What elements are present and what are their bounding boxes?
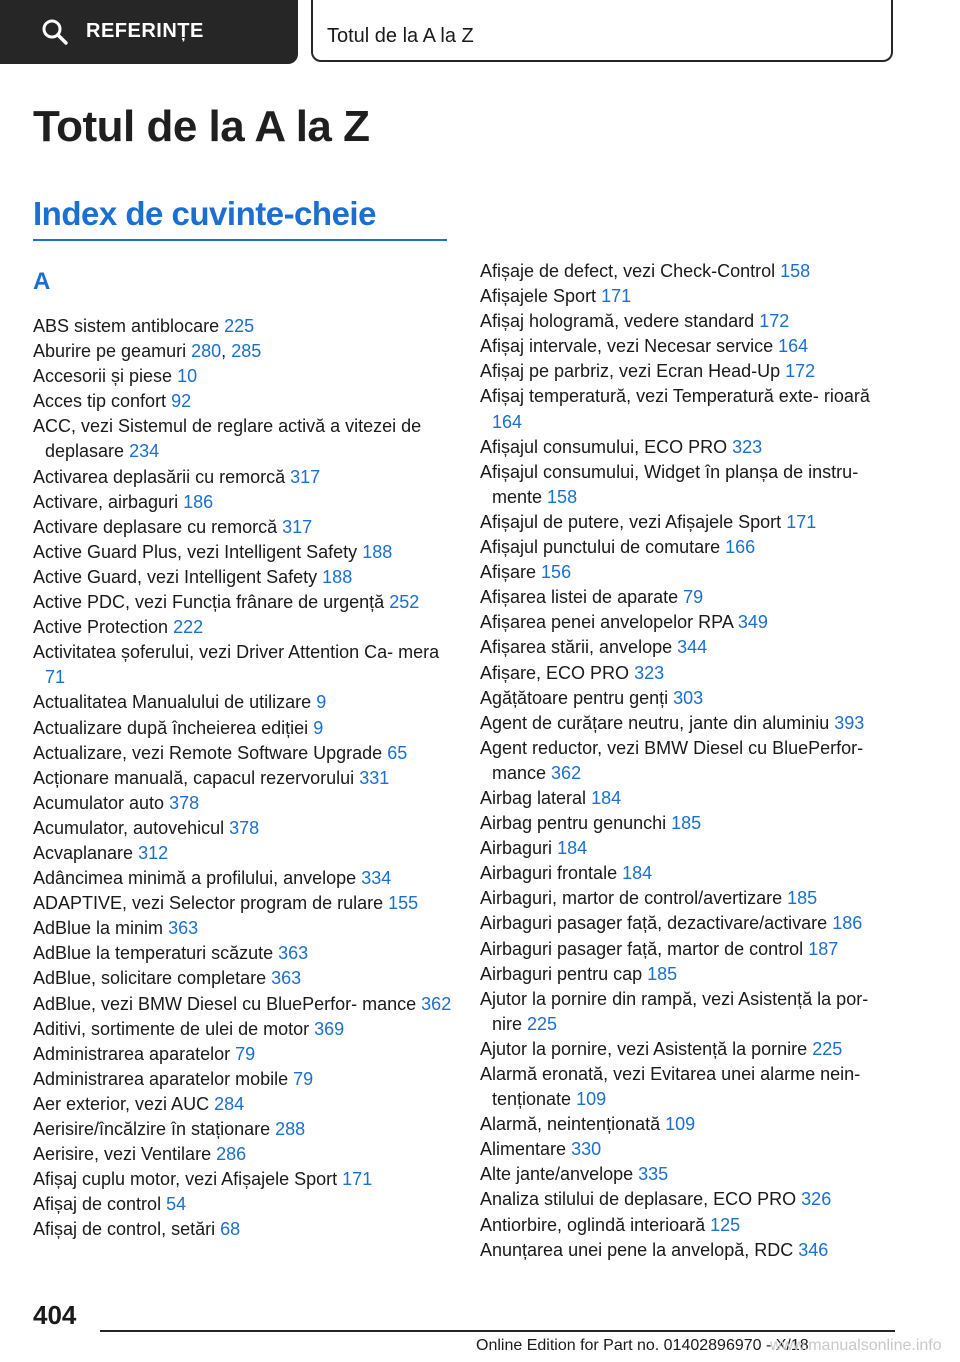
page-link[interactable]: 164 [778, 336, 809, 357]
index-entry-text: Acces tip confort [33, 391, 167, 412]
index-entry [33, 690, 453, 715]
index-entry [33, 314, 453, 339]
page-link[interactable]: 184 [591, 787, 622, 808]
top-navigation [0, 0, 960, 66]
index-entry-text: Adâncimea minimă a profilului, anvelope [33, 868, 357, 889]
page-link[interactable]: 312 [138, 842, 169, 863]
index-entry-text: Afișaj de control [33, 1194, 162, 1215]
index-entry [33, 414, 453, 464]
index-entry-text: Airbaguri frontale [480, 863, 618, 884]
page-link[interactable]: 303 [673, 687, 704, 708]
page-link[interactable]: 171 [342, 1169, 373, 1190]
index-entry [480, 334, 900, 359]
index-entry-text: Afișaj de control, setări [33, 1219, 216, 1240]
index-entry [33, 1042, 453, 1067]
index-entry-text: Afișaj temperatură, vezi Temperatură exte‐ rioară [480, 386, 870, 407]
page-link[interactable]: 378 [169, 792, 200, 813]
index-entry-text: AdBlue, vezi BMW Diesel cu BluePerfor‐ mance [33, 993, 417, 1014]
page-link[interactable]: 185 [647, 963, 678, 984]
index-entry [480, 309, 900, 334]
index-entry [480, 987, 900, 1037]
page-link[interactable]: 286 [216, 1144, 247, 1165]
section-tab-referinte[interactable] [0, 0, 298, 64]
index-entry-text: Antiorbire, oglindă interioară [480, 1214, 706, 1235]
index-entry [33, 791, 453, 816]
index-entry [480, 384, 900, 434]
index-entry [33, 816, 453, 841]
page-link[interactable]: 317 [282, 516, 313, 537]
index-entry-text: Accesorii și piese [33, 366, 173, 387]
index-entry-text: Alimentare [480, 1139, 567, 1160]
index-list-left [33, 314, 453, 1242]
index-entry [480, 1037, 900, 1062]
chapter-tab[interactable] [311, 0, 893, 62]
index-entry-text: Airbaguri pasager față, martor de control [480, 938, 804, 959]
index-entry-text: AdBlue la temperaturi scăzute [33, 943, 274, 964]
page-link[interactable]: 156 [541, 562, 572, 583]
page-link[interactable]: 349 [737, 612, 768, 633]
page-link[interactable]: 166 [725, 537, 756, 558]
index-entry-text: Anunțarea unei pene la anvelopă, RDC [480, 1239, 794, 1260]
page-separator: , [221, 341, 227, 362]
page-link[interactable]: 317 [290, 466, 321, 487]
index-entry [480, 460, 900, 510]
index-entry [33, 1167, 453, 1192]
index-entry-text: Afișare [480, 562, 537, 583]
index-entry-text: Alarmă eronată, vezi Evitarea unei alarme nein‐ tenționate [480, 1064, 861, 1110]
page-link[interactable]: 158 [547, 486, 578, 507]
index-entry [33, 891, 453, 916]
page-link[interactable]: 234 [129, 441, 160, 462]
index-entry [33, 966, 453, 991]
index-entry [480, 1187, 900, 1212]
index-entry-text: Actualizare, vezi Remote Software Upgrade [33, 742, 383, 763]
section-divider [33, 239, 447, 241]
page-title: Totul de la A la Z [33, 102, 370, 151]
page-link[interactable]: 184 [622, 863, 653, 884]
page-link[interactable]: 393 [834, 712, 865, 733]
index-entry-text: Airbaguri [480, 838, 553, 859]
index-entry-text: ACC, vezi Sistemul de reglare activă a vitezei de deplasare [33, 416, 422, 462]
page-link[interactable]: 68 [220, 1219, 241, 1240]
index-entry-text: Agățătoare pentru genți [480, 687, 669, 708]
index-entry-text: Ajutor la pornire din rampă, vezi Asistență la por‐ nire [480, 988, 869, 1034]
index-entry [33, 916, 453, 941]
index-entry [480, 937, 900, 962]
page-link[interactable]: 378 [229, 817, 260, 838]
index-entry [33, 590, 453, 615]
page-link[interactable]: 362 [551, 762, 582, 783]
index-column-right [480, 259, 900, 1263]
index-entry-text: Alarmă, neintenționată [480, 1114, 661, 1135]
index-entry-text: Afișaj pe parbriz, vezi Ecran Head-Up [480, 361, 781, 382]
index-entry-text: Afișarea listei de aparate [480, 587, 679, 608]
index-entry [33, 465, 453, 490]
index-entry [33, 565, 453, 590]
index-entry-text: Airbag pentru genunchi [480, 813, 667, 834]
index-entry-text: Airbaguri pasager față, dezactivare/activare [480, 913, 828, 934]
page-link[interactable]: 125 [710, 1214, 741, 1235]
page-link[interactable]: 363 [271, 968, 302, 989]
index-list-right [480, 259, 900, 1263]
index-entry-text: Analiza stilului de deplasare, ECO PRO [480, 1189, 797, 1210]
page-link[interactable]: 109 [576, 1089, 607, 1110]
index-entry [33, 1092, 453, 1117]
page-link[interactable]: 172 [759, 311, 790, 332]
index-entry [33, 1017, 453, 1042]
index-entry-text: Afișarea stării, anvelope [480, 637, 673, 658]
index-entry [33, 615, 453, 640]
page-link[interactable]: 284 [214, 1093, 245, 1114]
index-entry [480, 861, 900, 886]
index-entry-text: Afișaj hologramă, vedere standard [480, 311, 755, 332]
page-link[interactable]: 288 [275, 1119, 306, 1139]
page-link[interactable]: 171 [601, 286, 632, 307]
index-entry [33, 866, 453, 891]
index-entry-text: Aer exterior, vezi AUC [33, 1093, 210, 1114]
index-entry-text: Afișajul consumului, ECO PRO [480, 436, 728, 457]
index-entry [480, 1137, 900, 1162]
index-entry-text: Afișajul punctului de comutare [480, 537, 721, 558]
index-entry [480, 962, 900, 987]
chapter-tab-label: Totul de la A la Z [327, 25, 474, 47]
index-entry-text: Alte jante/anvelope [480, 1164, 634, 1185]
footer-divider [100, 1330, 895, 1332]
page-link[interactable]: 79 [293, 1068, 314, 1089]
page-link[interactable]: 9 [316, 692, 327, 713]
page-link[interactable]: 185 [671, 813, 702, 834]
page-link[interactable]: 10 [177, 366, 198, 387]
index-entry [33, 716, 453, 741]
index-entry [480, 1213, 900, 1238]
page-link[interactable]: 172 [785, 361, 816, 382]
index-entry [33, 1192, 453, 1217]
index-entry-text: Active Guard Plus, vezi Intelligent Safety [33, 541, 358, 562]
index-entry [33, 1142, 453, 1167]
page-link[interactable]: 363 [278, 943, 309, 964]
index-entry-text: Agent de curățare neutru, jante din aluminiu [480, 712, 830, 733]
index-entry-text: Agent reductor, vezi BMW Diesel cu BluePerfor‐ mance [480, 737, 864, 783]
index-entry [480, 259, 900, 284]
index-entry [480, 284, 900, 309]
page-link[interactable]: 71 [45, 667, 66, 688]
page-link[interactable]: 79 [235, 1043, 256, 1064]
watermark: www.manualsonline.info [770, 1337, 942, 1354]
index-entry-text: Afișarea penei anvelopelor RPA [480, 612, 733, 633]
index-entry [33, 389, 453, 414]
index-entry [480, 435, 900, 460]
page-link[interactable]: 334 [361, 868, 392, 889]
index-entry-text: Afișaj intervale, vezi Necesar service [480, 336, 774, 357]
index-entry [480, 535, 900, 560]
index-entry-text: Airbag lateral [480, 787, 587, 808]
page-link[interactable]: 369 [314, 1018, 345, 1039]
index-entry [480, 635, 900, 660]
index-entry-text: AdBlue la minim [33, 918, 164, 939]
page-link[interactable]: 330 [571, 1139, 602, 1160]
index-entry [480, 686, 900, 711]
index-entry [480, 661, 900, 686]
index-entry [33, 339, 453, 364]
index-entry [480, 359, 900, 384]
index-entry [33, 741, 453, 766]
page-link[interactable]: 185 [787, 888, 818, 909]
page-link[interactable]: 225 [224, 316, 255, 336]
page-link[interactable]: 225 [527, 1013, 558, 1034]
index-entry [33, 364, 453, 389]
page-link[interactable]: 362 [421, 993, 452, 1014]
index-entry [480, 736, 900, 786]
index-entry [480, 560, 900, 585]
index-entry-text: Active PDC, vezi Funcția frânare de urgență [33, 592, 385, 613]
index-entry [33, 1117, 453, 1142]
page-link[interactable]: 323 [634, 662, 665, 683]
page-link[interactable]: 79 [683, 587, 704, 608]
page-link[interactable]: 54 [166, 1194, 187, 1215]
index-entry-text: Active Guard, vezi Intelligent Safety [33, 566, 318, 587]
page-link[interactable]: 9 [313, 717, 324, 738]
index-entry [33, 766, 453, 791]
index-entry-text: Acumulator, autovehicul [33, 817, 225, 838]
page-link[interactable]: 346 [798, 1239, 829, 1260]
index-entry [33, 515, 453, 540]
page-link[interactable]: 186 [183, 491, 214, 512]
page-link[interactable]: 109 [665, 1114, 696, 1135]
index-entry-text: ABS sistem antiblocare [33, 316, 220, 336]
index-entry-text: Actualizare după încheierea ediției [33, 717, 309, 738]
index-entry [480, 1062, 900, 1112]
page-link[interactable]: 158 [780, 261, 811, 281]
index-entry-text: Acumulator auto [33, 792, 165, 813]
section-title: Index de cuvinte-cheie [33, 195, 376, 232]
index-entry [33, 1217, 453, 1242]
search-icon [40, 17, 70, 47]
index-entry-text: Afișaje de defect, vezi Check-Control [480, 261, 776, 281]
index-entry-text: Aburire pe geamuri [33, 341, 187, 362]
index-entry-text: Active Protection [33, 617, 169, 638]
index-entry-text: Ajutor la pornire, vezi Asistență la pornire [480, 1038, 808, 1059]
page-link[interactable]: 188 [322, 566, 353, 587]
index-entry [480, 811, 900, 836]
page-link[interactable]: 92 [171, 391, 192, 412]
index-entry [480, 510, 900, 535]
index-entry-text: Aerisire, vezi Ventilare [33, 1144, 212, 1165]
index-entry-text: Afișare, ECO PRO [480, 662, 630, 683]
index-entry-text: Afișaj cuplu motor, vezi Afișajele Sport [33, 1169, 338, 1190]
index-entry [33, 640, 453, 690]
index-entry-text: Activare, airbaguri [33, 491, 179, 512]
index-entry-text: Airbaguri pentru cap [480, 963, 643, 984]
page-link[interactable]: 155 [388, 893, 419, 914]
index-entry [480, 1238, 900, 1263]
page-link[interactable]: 225 [812, 1038, 843, 1059]
index-entry-text: Administrarea aparatelor [33, 1043, 231, 1064]
index-entry-text: Administrarea aparatelor mobile [33, 1068, 289, 1089]
index-entry [33, 540, 453, 565]
index-entry-text: Acvaplanare [33, 842, 134, 863]
page-number: 404 [33, 1300, 77, 1330]
index-entry-text: AdBlue, solicitare completare [33, 968, 267, 989]
index-entry-text: Actualitatea Manualului de utilizare [33, 692, 312, 713]
page-link[interactable]: 171 [786, 511, 817, 532]
index-entry [480, 911, 900, 936]
index-entry [480, 786, 900, 811]
page-link[interactable]: 65 [387, 742, 408, 763]
page-link[interactable]: 187 [808, 938, 839, 959]
index-entry-text: Aerisire/încălzire în staționare [33, 1119, 271, 1139]
page-link[interactable]: 344 [677, 637, 708, 658]
index-entry [480, 1162, 900, 1187]
index-entry-text: ADAPTIVE, vezi Selector program de rulare [33, 893, 384, 914]
index-entry [480, 886, 900, 911]
page-link[interactable]: 326 [801, 1189, 832, 1210]
index-letter: A [33, 268, 51, 295]
index-entry-text: Aditivi, sortimente de ulei de motor [33, 1018, 310, 1039]
page-link[interactable]: 186 [832, 913, 863, 934]
edition-note: Online Edition for Part no. 01402896970 - X/18 [476, 1337, 809, 1354]
page-link[interactable]: 222 [173, 617, 204, 638]
index-entry [480, 711, 900, 736]
index-entry [480, 836, 900, 861]
index-entry-text: Afișajul de putere, vezi Afișajele Sport [480, 511, 782, 532]
index-entry-text: Activitatea șoferului, vezi Driver Attention Ca‐ mera [33, 642, 440, 663]
index-entry [33, 841, 453, 866]
index-entry-text: Airbaguri, martor de control/avertizare [480, 888, 783, 909]
page-link[interactable]: 164 [492, 411, 523, 432]
index-entry-text: Activare deplasare cu remorcă [33, 516, 278, 537]
page-link[interactable]: 285 [231, 341, 262, 362]
index-entry [33, 992, 453, 1017]
page-link[interactable]: 280 [191, 341, 222, 362]
index-column-left [33, 258, 453, 1242]
page-link[interactable]: 184 [557, 838, 588, 859]
page-link[interactable]: 331 [359, 767, 390, 788]
page-link[interactable]: 188 [362, 541, 393, 562]
index-entry-text: Acționare manuală, capacul rezervorului [33, 767, 355, 788]
index-entry [33, 941, 453, 966]
page-link[interactable]: 363 [168, 918, 199, 939]
index-entry [480, 1112, 900, 1137]
index-entry [480, 585, 900, 610]
page-link[interactable]: 323 [732, 436, 763, 457]
index-entry [33, 1067, 453, 1092]
index-entry [33, 490, 453, 515]
index-entry-text: Afișajele Sport [480, 286, 597, 307]
page-link[interactable]: 335 [638, 1164, 669, 1185]
index-entry [480, 610, 900, 635]
index-entry-text: Afișajul consumului, Widget în planșa de instru‐ mente [480, 461, 859, 507]
index-entry-text: Activarea deplasării cu remorcă [33, 466, 286, 487]
section-tab-label: REFERINȚE [86, 20, 204, 42]
page-link[interactable]: 252 [389, 592, 420, 613]
